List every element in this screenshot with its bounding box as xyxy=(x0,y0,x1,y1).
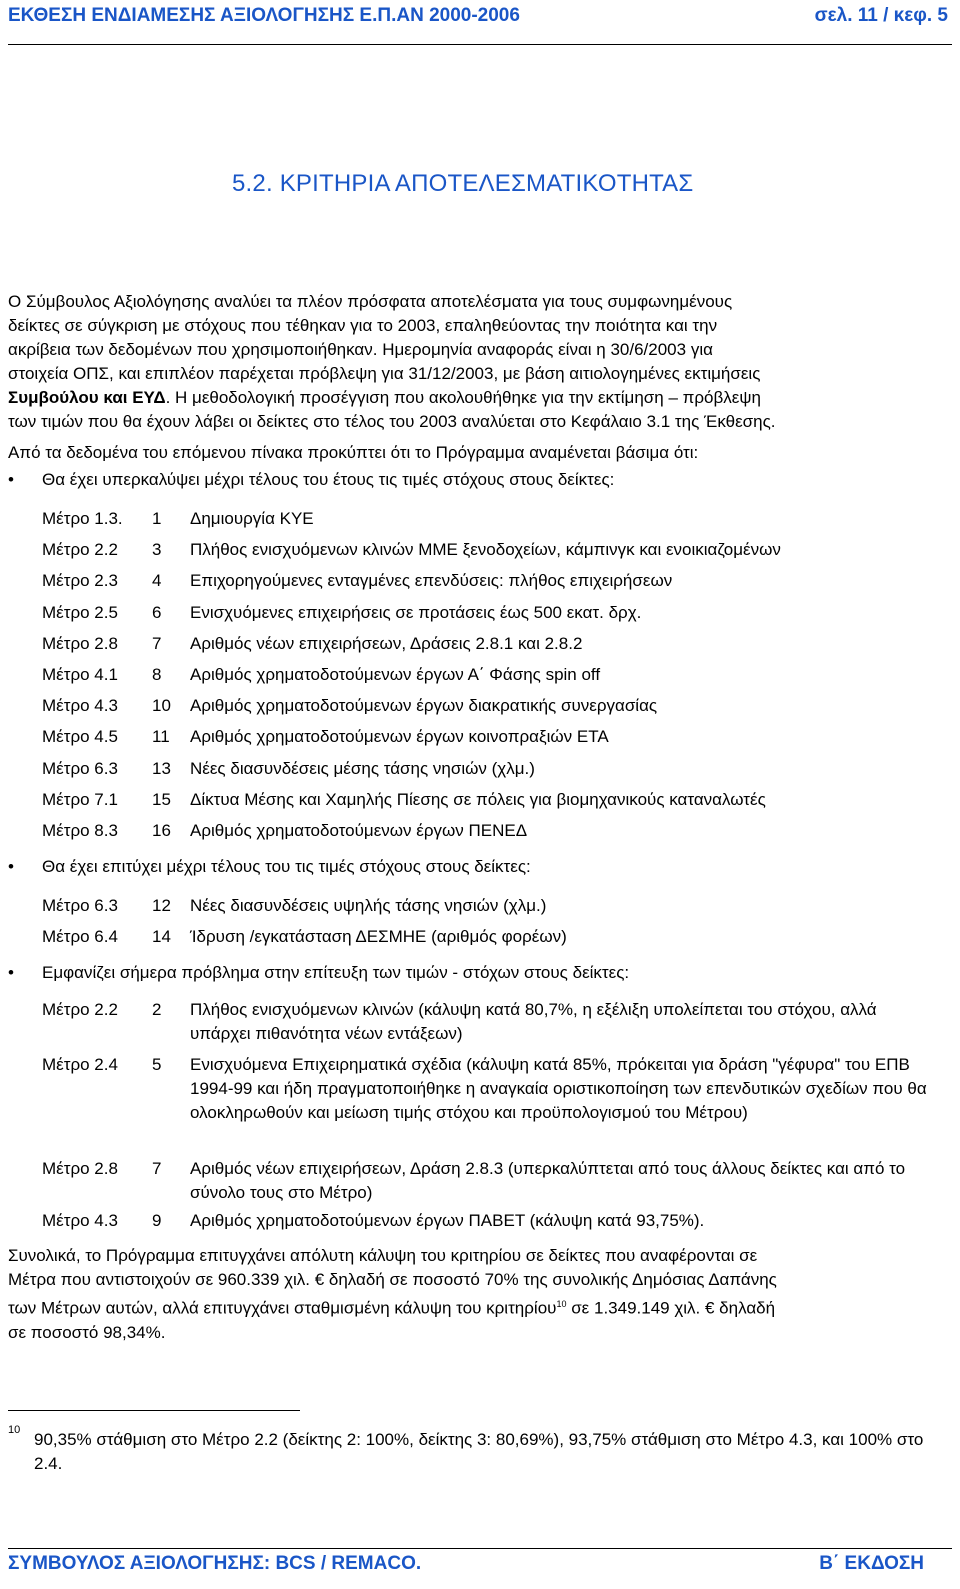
indicator-description: Αριθμός νέων επιχειρήσεων, Δράση 2.8.3 (υπερκαλύπτεται από τους άλλους δείκτες και από το σύνολο τους στο Μέτρο) xyxy=(190,1159,906,1202)
intro-line-1: Ο Σύμβουλος Αξιολόγησης αναλύει τα πλέον πρόσφατα αποτελέσματα για τους συμφωνημένους xyxy=(8,292,733,311)
bullet-1-text: Θα έχει υπερκαλύψει μέχρι τέλους του έτους τις τιμές στόχους στους δείκτες: xyxy=(42,470,615,489)
measure-label: Μέτρο 2.4 xyxy=(42,1055,118,1074)
summary-line-2: Μέτρα που αντιστοιχούν σε 960.339 χιλ. € δηλαδή σε ποσοστό 70% της συνολικής Δημόσιας Δαπάνης xyxy=(8,1270,777,1289)
intro-line-5-rest: . Η μεθοδολογική προσέγγιση που ακολουθήθηκε για την εκτίμηση – πρόβλεψη xyxy=(165,388,761,407)
indicator-number: 11 xyxy=(152,727,170,747)
header-page-ref: σελ. 11 / κεφ. 5 xyxy=(814,5,948,26)
indicator-number: 7 xyxy=(152,633,162,653)
bullet-3-text: Εμφανίζει σήμερα πρόβλημα στην επίτευξη των τιμών - στόχων στους δείκτες: xyxy=(42,963,630,982)
intro-bold-eyd: Συμβούλου και ΕΥΔ xyxy=(8,388,166,407)
summary-line-4: σε ποσοστό 98,34%. xyxy=(8,1322,166,1342)
section-title: 5.2. ΚΡΙΤΗΡΙΑ ΑΠΟΤΕΛΕΣΜΑΤΙΚΟΤΗΤΑΣ xyxy=(232,170,694,197)
indicator-description: Δίκτυα Μέσης και Χαμηλής Πίεσης σε πόλεις για βιομηχανικούς καταναλωτές xyxy=(190,789,766,809)
indicator-number: 7 xyxy=(152,1159,162,1178)
indicator-number: 9 xyxy=(152,1211,162,1230)
intro-line-5 xyxy=(8,386,944,410)
page-footer xyxy=(8,1548,952,1589)
indicator-description: Δημιουργία ΚΥΕ xyxy=(190,509,314,528)
measure-label: Μέτρο 2.2 xyxy=(42,1000,118,1019)
intro-line-2: δείκτες σε σύγκριση με στόχους που τέθηκαν για το 2003, επαληθεύοντας την ποιότητα και την xyxy=(8,316,718,335)
indicator-number: 6 xyxy=(152,602,162,622)
header-title: ΕΚΘΕΣΗ ΕΝΔΙΑΜΕΣΗΣ ΑΞΙΟΛΟΓΗΣΗΣ Ε.Π.ΑΝ 2000-2006 xyxy=(8,5,520,26)
indicator-number: 15 xyxy=(152,789,171,809)
footnote-divider xyxy=(8,1410,300,1411)
measure-label: Μέτρο 2.2 xyxy=(42,540,118,560)
summary-line-3a: των Μέτρων αυτών, αλλά επιτυγχάνει σταθμισμένη κάλυψη του κριτηρίου xyxy=(8,1298,557,1318)
indicator-description: Αριθμός νέων επιχειρήσεων, Δράσεις 2.8.1 και 2.8.2 xyxy=(190,633,583,653)
indicator-description: Πλήθος ενισχυόμενων κλινών (κάλυψη κατά 80,7%, η εξέλιξη υπολείπεται του στόχου, αλλά υπάρχει πιθανότητα νέων εντάξεων) xyxy=(190,1000,877,1043)
indicator-number: 14 xyxy=(152,927,171,946)
intro-line-6: των τιμών που θα έχουν λάβει οι δείκτες στο τέλος του 2003 αναλύεται στο Κεφάλαιο 3.1 της Έκθεσης. xyxy=(8,412,776,431)
measure-label: Μέτρο 4.3 xyxy=(42,696,118,716)
summary-paragraph xyxy=(8,1244,944,1345)
footer-consultant: ΣΥΜΒΟΥΛΟΣ ΑΞΙΟΛΟΓΗΣΗΣ: BCS / REMACO. xyxy=(8,1553,422,1574)
indicator-description: Αριθμός χρηματοδοτούμενων έργων διακρατικής συνεργασίας xyxy=(190,696,658,716)
measure-label: Μέτρο 4.5 xyxy=(42,727,118,747)
indicator-number: 3 xyxy=(152,540,162,560)
indicator-description: Ενισχυόμενα Επιχειρηματικά σχέδια (κάλυψη κατά 85%, πρόκειται για δράση "γέφυρα" του ΕΠΒ 1994-99 και ήδη πραγματοποιήθηκε η αναγκαία οριστικοποίηση των επενδυτικών σχεδίων που θα ολοκληρωθούν και μείωση τιμής στόχου και προϋπολογισμού του Μέτρου) xyxy=(190,1055,927,1122)
summary-line-3 xyxy=(8,1292,944,1321)
indicator-description: Αριθμός χρηματοδοτούμενων έργων ΠΑΒΕΤ (κάλυψη κατά 93,75%). xyxy=(190,1211,705,1230)
measure-label: Μέτρο 1.3. xyxy=(42,509,123,528)
summary-line-3b: σε 1.349.149 χιλ. € δηλαδή xyxy=(566,1298,776,1318)
measure-label: Μέτρο 8.3 xyxy=(42,821,118,840)
indicator-description: Επιχορηγούμενες ενταγμένες επενδύσεις: πλήθος επιχειρήσεων xyxy=(190,571,673,591)
indicator-number: 5 xyxy=(152,1055,162,1074)
indicator-number: 13 xyxy=(152,758,171,778)
intro-line-3: ακρίβεια των δεδομένων που χρησιμοποιήθηκαν. Ημερομηνία αναφοράς είναι η 30/6/2003 για xyxy=(8,340,713,359)
indicator-description: Αριθμός χρηματοδοτούμενων έργων Α΄ Φάσης spin off xyxy=(190,665,601,684)
indicator-description: Πλήθος ενισχυόμενων κλινών ΜΜΕ ξενοδοχείων, κάμπινγκ και ενοικιαζομένων xyxy=(190,540,781,560)
bullet-dot-icon: • xyxy=(8,963,14,982)
measure-label: Μέτρο 6.3 xyxy=(42,896,118,915)
measure-label: Μέτρο 2.3 xyxy=(42,571,118,591)
summary-line-1: Συνολικά, το Πρόγραμμα επιτυγχάνει απόλυτη κάλυψη του κριτηρίου σε δείκτες που αναφέρονται σε xyxy=(8,1246,758,1265)
bullet-dot-icon: • xyxy=(8,470,14,489)
footer-edition: Β΄ ΕΚΔΟΣΗ xyxy=(819,1553,924,1574)
measure-label: Μέτρο 6.4 xyxy=(42,927,118,946)
measure-label: Μέτρο 4.1 xyxy=(42,665,118,684)
indicator-description: Αριθμός χρηματοδοτούμενων έργων ΠΕΝΕΔ xyxy=(190,821,528,840)
measure-label: Μέτρο 2.8 xyxy=(42,633,118,653)
measure-label: Μέτρο 4.3 xyxy=(42,1211,118,1230)
indicator-description: Αριθμός χρηματοδοτούμενων έργων κοινοπραξιών ΕΤΑ xyxy=(190,727,609,747)
page-header xyxy=(8,0,952,45)
indicator-number: 1 xyxy=(152,509,162,528)
indicator-number: 16 xyxy=(152,821,171,840)
indicator-number: 4 xyxy=(152,571,162,591)
footnote-ref: 10 xyxy=(556,1299,567,1309)
indicator-description: Νέες διασυνδέσεις υψηλής τάσης νησιών (χλμ.) xyxy=(190,896,547,915)
bullet-dot-icon: • xyxy=(8,857,14,876)
indicator-number: 10 xyxy=(152,696,171,716)
indicator-number: 8 xyxy=(152,665,162,684)
indicator-description: Ενισχυόμενες επιχειρήσεις σε προτάσεις έως 500 εκατ. δρχ. xyxy=(190,602,642,622)
indicator-number: 2 xyxy=(152,1000,162,1019)
intro-paragraph xyxy=(8,290,944,434)
intro-line-4: στοιχεία ΟΠΣ, και επιπλέον παρέχεται πρόβλεψη για 31/12/2003, με βάση αιτιολογημένες εκτιμήσεις xyxy=(8,364,761,383)
indicator-description: Ίδρυση /εγκατάσταση ΔΕΣΜΗΕ (αριθμός φορέων) xyxy=(190,927,567,946)
measure-label: Μέτρο 6.3 xyxy=(42,758,118,778)
indicator-description: Νέες διασυνδέσεις μέσης τάσης νησιών (χλμ.) xyxy=(190,758,535,778)
indicator-number: 12 xyxy=(152,896,171,915)
measure-label: Μέτρο 2.5 xyxy=(42,602,118,622)
footnote-text: 90,35% στάθμιση στο Μέτρο 2.2 (δείκτης 2: 100%, δείκτης 3: 80,69%), 93,75% στάθμιση στο Μέτρο 4.3, και 100% στο 2.4. xyxy=(34,1430,924,1473)
measure-label: Μέτρο 7.1 xyxy=(42,789,118,809)
bullet-2-text: Θα έχει επιτύχει μέχρι τέλους του τις τιμές στόχους στους δείκτες: xyxy=(42,857,531,876)
measure-label: Μέτρο 2.8 xyxy=(42,1159,118,1178)
footnote-number: 10 xyxy=(8,1424,21,1436)
lead-sentence: Από τα δεδομένα του επόμενου πίνακα προκύπτει ότι το Πρόγραμμα αναμένεται βάσιμα ότι: xyxy=(8,443,699,462)
